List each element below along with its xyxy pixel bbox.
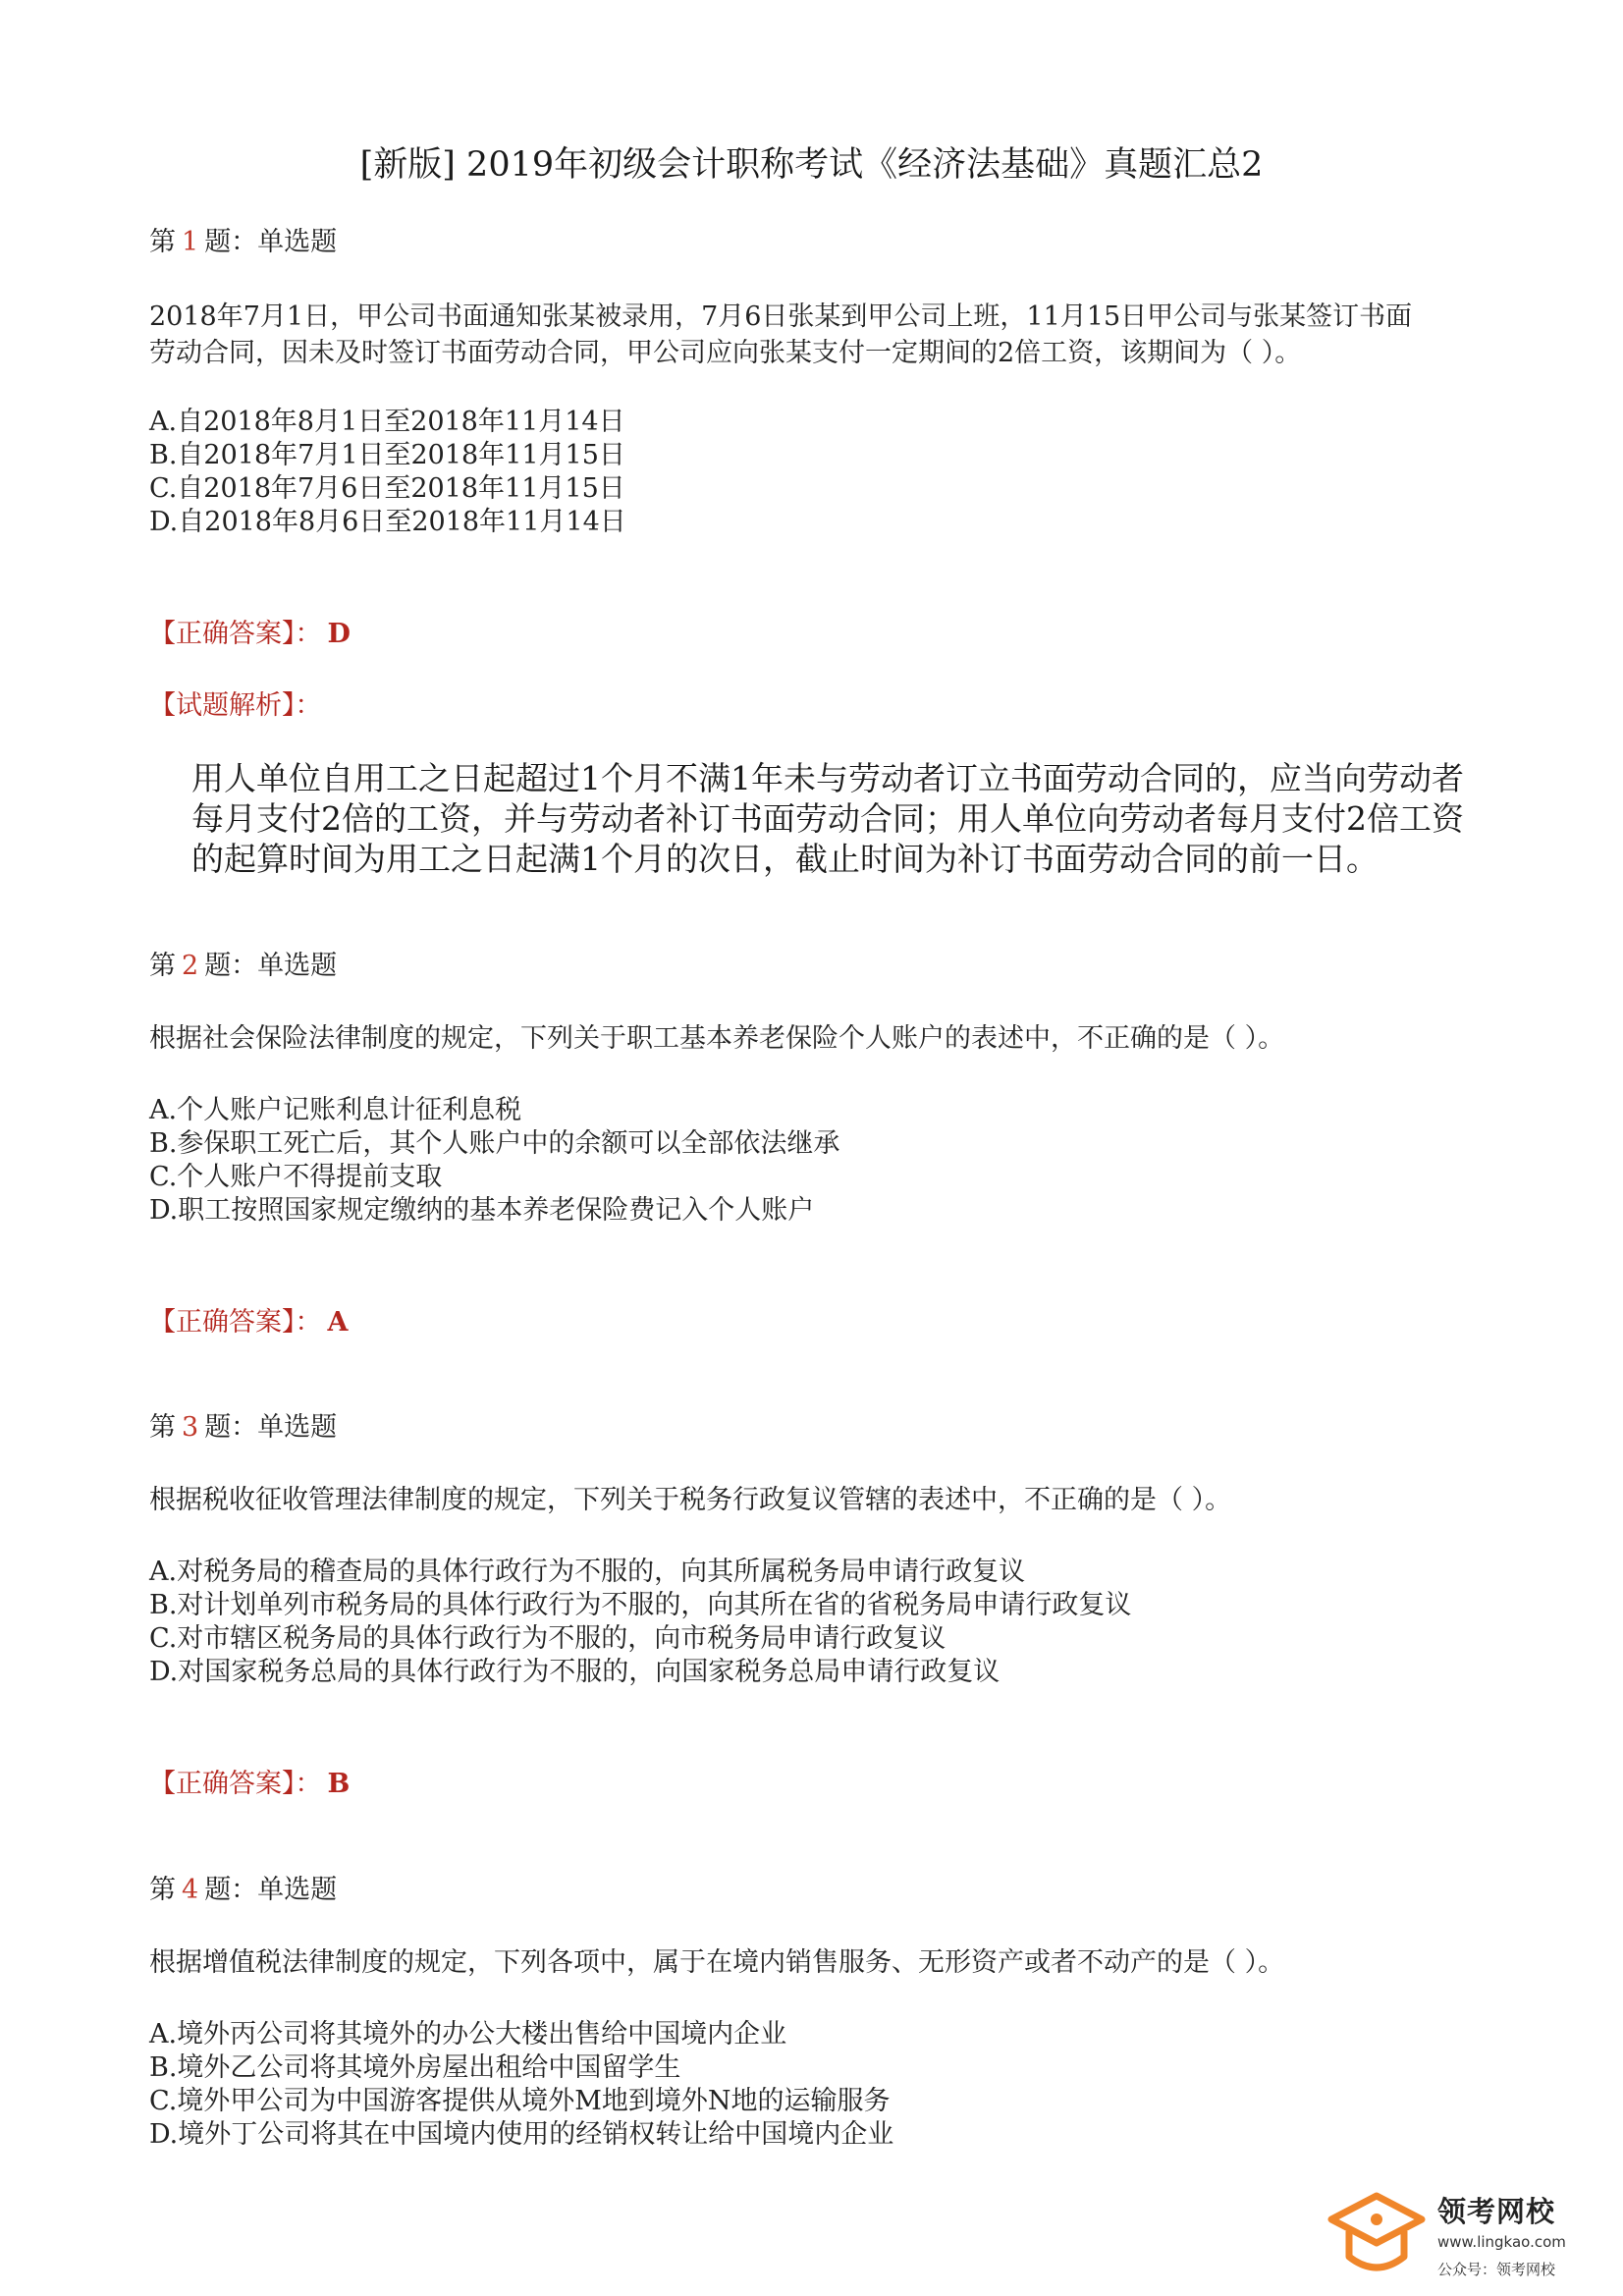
question-2-header <box>149 948 337 985</box>
answer-label: 【正确答案】： <box>149 619 322 649</box>
option-d: D.自2018年8月6日至2018年11月14日 <box>149 507 626 537</box>
question-4-header <box>149 1872 337 1909</box>
question-1-stem <box>149 299 1485 371</box>
option-c: C.个人账户不得提前支取 <box>149 1162 443 1192</box>
lingkao-logo <box>1327 2186 1583 2284</box>
question-1-analysis <box>191 758 1488 879</box>
question-3-stem <box>149 1482 1485 1518</box>
question-1-options <box>149 406 1485 539</box>
question-2-stem <box>149 1020 1485 1057</box>
answer-value: B <box>327 1769 351 1799</box>
option-a: A.个人账户记账利息计征利息税 <box>149 1095 522 1125</box>
question-prefix: 第 <box>149 1875 176 1905</box>
question-prefix: 第 <box>149 1412 176 1443</box>
question-number: 4 <box>182 1875 199 1905</box>
question-4-options <box>149 2018 1485 2152</box>
question-3-answer <box>149 1766 350 1803</box>
option-b: B.境外乙公司将其境外房屋出租给中国留学生 <box>149 2052 681 2083</box>
analysis-line: 的起算时间为用工之日起满1个月的次日，截止时间为补订书面劳动合同的前一日。 <box>191 840 1379 878</box>
option-a: A.自2018年8月1日至2018年11月14日 <box>149 407 625 437</box>
question-type: 题：单选题 <box>204 951 338 981</box>
page-title: [新版] 2019年初级会计职称考试《经济法基础》真题汇总2 <box>359 145 1264 185</box>
analysis-line: 用人单位自用工之日起超过1个月不满1年未与劳动者订立书面劳动合同的，应当向劳动者 <box>191 759 1464 797</box>
answer-value: D <box>327 619 351 649</box>
option-b: B.自2018年7月1日至2018年11月15日 <box>149 440 625 470</box>
question-prefix: 第 <box>149 227 176 257</box>
question-type: 题：单选题 <box>204 1875 338 1905</box>
answer-label: 【正确答案】： <box>149 1307 322 1338</box>
option-a: A.对税务局的稽查局的具体行政行为不服的，向其所属税务局申请行政复议 <box>149 1557 1026 1587</box>
question-number: 1 <box>182 227 199 257</box>
stem-line: 劳动合同，因未及时签订书面劳动合同，甲公司应向张某支付一定期间的2倍工资，该期间为（ ）。 <box>149 338 1302 368</box>
analysis-line: 每月支付2倍的工资，并与劳动者补订书面劳动合同；用人单位向劳动者每月支付2倍工资 <box>191 799 1464 838</box>
answer-value: A <box>327 1307 349 1338</box>
question-1-answer <box>149 616 351 653</box>
stem-line: 根据税收征收管理法律制度的规定，下列关于税务行政复议管辖的表述中，不正确的是（ ）。 <box>149 1485 1232 1515</box>
question-3-options <box>149 1556 1485 1689</box>
question-1-analysis-label: 【试题解析】： <box>149 690 322 721</box>
option-c: C.自2018年7月6日至2018年11月15日 <box>149 473 625 504</box>
question-1-header <box>149 224 337 261</box>
logo-url: www.lingkao.com <box>1437 2233 1566 2251</box>
question-number: 2 <box>182 951 199 981</box>
option-c: C.境外甲公司为中国游客提供从境外M地到境外N地的运输服务 <box>149 2086 891 2116</box>
logo-brand: 领考网校 <box>1437 2195 1556 2228</box>
graduation-cap-icon <box>1327 2188 1426 2282</box>
question-2-answer <box>149 1304 348 1341</box>
question-prefix: 第 <box>149 951 176 981</box>
option-a: A.境外丙公司将其境外的办公大楼出售给中国境内企业 <box>149 2019 787 2050</box>
question-2-options <box>149 1094 1485 1228</box>
question-3-header <box>149 1409 337 1447</box>
option-d: D.境外丁公司将其在中国境内使用的经销权转让给中国境内企业 <box>149 2119 894 2150</box>
question-4-stem <box>149 1944 1485 1981</box>
option-d: D.职工按照国家规定缴纳的基本养老保险费记入个人账户 <box>149 1195 815 1226</box>
stem-line: 根据社会保险法律制度的规定，下列关于职工基本养老保险个人账户的表述中，不正确的是（ ）。 <box>149 1023 1285 1054</box>
stem-line: 2018年7月1日，甲公司书面通知张某被录用，7月6日张某到甲公司上班，11月15日甲公司与张某签订书面 <box>149 301 1413 332</box>
question-type: 题：单选题 <box>204 227 338 257</box>
option-b: B.对计划单列市税务局的具体行政行为不服的，向其所在省的省税务局申请行政复议 <box>149 1590 1132 1620</box>
answer-label: 【正确答案】： <box>149 1769 322 1799</box>
question-type: 题：单选题 <box>204 1412 338 1443</box>
question-number: 3 <box>182 1412 199 1443</box>
stem-line: 根据增值税法律制度的规定，下列各项中，属于在境内销售服务、无形资产或者不动产的是（ ）。 <box>149 1947 1285 1978</box>
option-c: C.对市辖区税务局的具体行政行为不服的，向市税务局申请行政复议 <box>149 1623 947 1654</box>
option-b: B.参保职工死亡后，其个人账户中的余额可以全部依法继承 <box>149 1128 840 1159</box>
logo-wechat: 公众号：领考网校 <box>1437 2261 1556 2278</box>
option-d: D.对国家税务总局的具体行政行为不服的，向国家税务总局申请行政复议 <box>149 1657 1001 1687</box>
